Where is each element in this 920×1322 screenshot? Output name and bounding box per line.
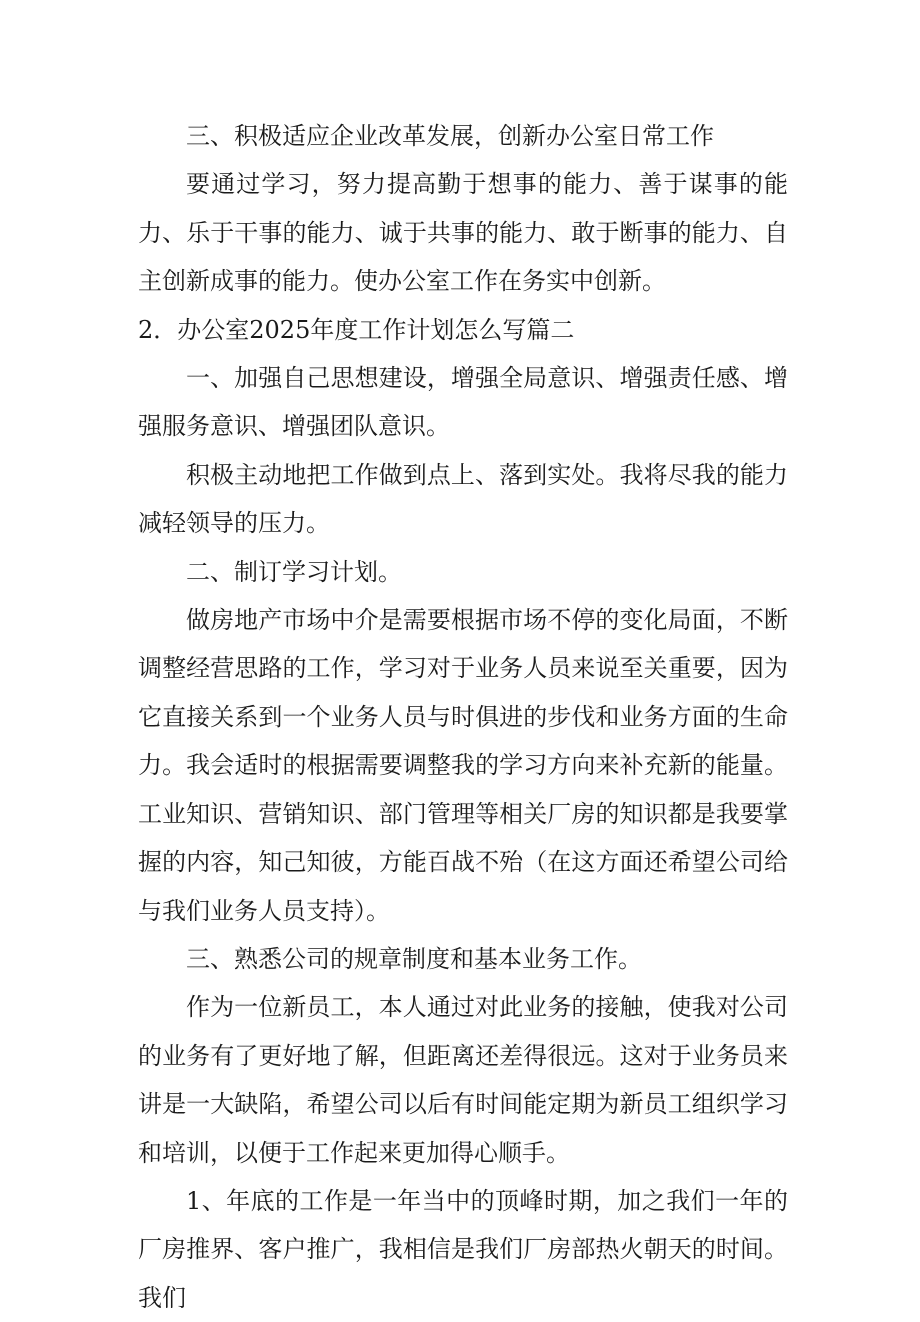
body-paragraph: 1、年底的工作是一年当中的顶峰时期，加之我们一年的厂房推界、客户推广，我相信是我们厂房部热火朝天的时间。我们 xyxy=(138,1186,788,1312)
body-paragraph: 要通过学习，努力提高勤于想事的能力、善于谋事的能力、乐于干事的能力、诚于共事的能力、敢于断事的能力、自主创新成事的能力。使办公室工作在务实中创新。 xyxy=(138,170,788,296)
body-paragraph: 做房地产市场中介是需要根据市场不停的变化局面，不断调整经营思路的工作，学习对于业务人员来说至关重要，因为它直接关系到一个业务人员与时俱进的步伐和业务方面的生命力。我会适时的根据需要调整我的学习方向来补充新的能量。工业知识、营销知识、部门管理等相关厂房的知识都是我要掌握的内容，知己知彼，方能百战不殆（在这方面还希望公司给与我们业务人员支持）。 xyxy=(138,606,788,925)
section-heading-2: 二、制订学习计划。 xyxy=(186,557,402,586)
article-title: 2．办公室2025年度工作计划怎么写篇二 xyxy=(138,315,575,344)
section-heading-3b: 三、熟悉公司的规章制度和基本业务工作。 xyxy=(186,944,642,973)
section-heading-1: 一、加强自己思想建设，增强全局意识、增强责任感、增强服务意识、增强团队意识。 xyxy=(138,364,788,441)
body-paragraph: 积极主动地把工作做到点上、落到实处。我将尽我的能力减轻领导的压力。 xyxy=(138,460,788,538)
document-body xyxy=(138,112,788,1322)
body-paragraph: 作为一位新员工，本人通过对此业务的接触，使我对公司的业务有了更好地了解，但距离还差得很远。这对于业务员来讲是一大缺陷，希望公司以后有时间能定期为新员工组织学习和培训，以便于工作起来更加得心顺手。 xyxy=(138,993,788,1167)
section-heading-3: 三、积极适应企业改革发展，创新办公室日常工作 xyxy=(186,122,714,150)
